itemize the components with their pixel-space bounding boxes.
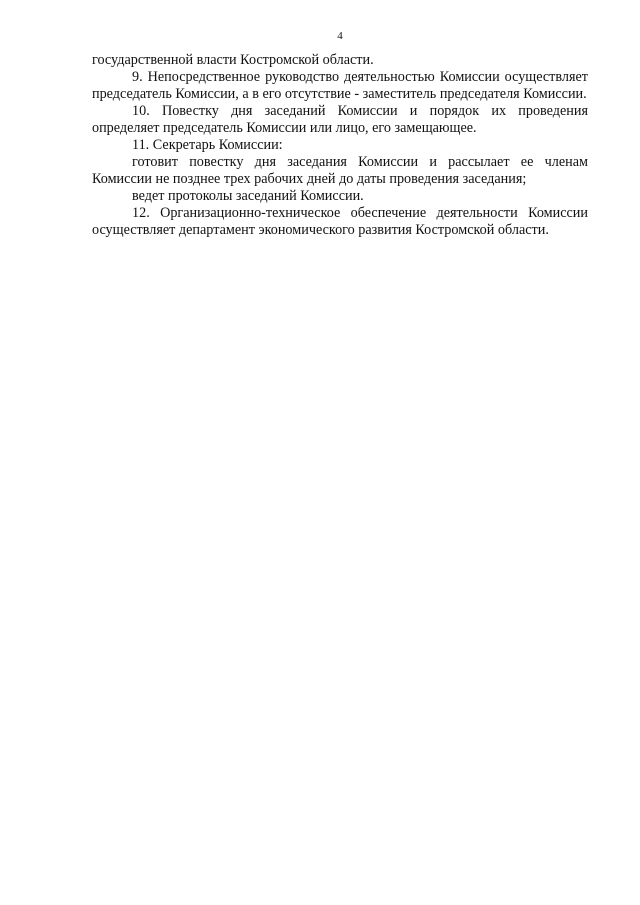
paragraph-item-10: 10. Повестку дня заседаний Комиссии и порядок их проведения определяет председатель Комиссии или лицо, его замещающее. — [92, 103, 588, 136]
paragraph-item-12: 12. Организационно-техническое обеспечение деятельности Комиссии осуществляет департамент экономического развития Костромской области. — [92, 205, 588, 238]
paragraph-item-9: 9. Непосредственное руководство деятельностью Комиссии осуществляет председатель Комиссии, а в его отсутствие - заместитель председателя Комиссии. — [92, 69, 588, 102]
paragraph-secretary-duty-agenda: готовит повестку дня заседания Комиссии и рассылает ее членам Комиссии не позднее трех рабочих дней до даты проведения заседания; — [92, 154, 588, 187]
document-body — [92, 52, 588, 239]
paragraph-item-11: 11. Секретарь Комиссии: — [132, 137, 283, 153]
paragraph-continuation: государственной власти Костромской области. — [92, 52, 374, 68]
paragraph-secretary-duty-minutes: ведет протоколы заседаний Комиссии. — [132, 188, 364, 204]
page-number: 4 — [337, 30, 343, 42]
